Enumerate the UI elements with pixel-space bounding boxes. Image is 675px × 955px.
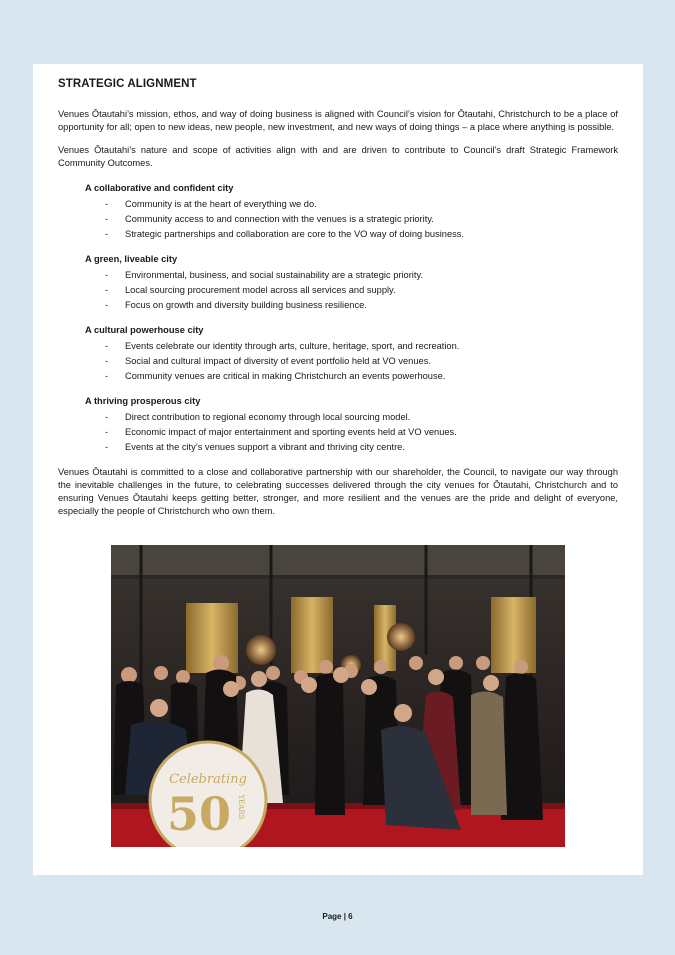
page-number: Page | 6 — [322, 912, 353, 921]
page-content — [58, 78, 618, 528]
bullet-list — [85, 339, 618, 384]
section-green — [85, 253, 618, 313]
sign-script: Celebrating — [169, 772, 247, 787]
group-photo — [111, 545, 565, 847]
section-thriving — [85, 395, 618, 455]
bullet-list — [85, 410, 618, 455]
document-page — [33, 64, 643, 875]
list-item: - Local sourcing procurement model across all services and supply. — [105, 285, 396, 295]
list-item: - Direct contribution to regional economy through local sourcing model. — [105, 412, 411, 422]
section-title: A cultural powerhouse city — [85, 325, 204, 335]
sign-number: 50 — [166, 787, 232, 841]
list-item: - Events at the city’s venues support a vibrant and thriving city centre. — [105, 442, 405, 452]
list-item: - Environmental, business, and social sustainability are a strategic priority. — [105, 270, 423, 280]
list-item: - Strategic partnerships and collaboration are core to the VO way of doing business. — [105, 229, 465, 239]
list-item: - Community venues are critical in making Christchurch an events powerhouse. — [105, 371, 446, 381]
list-item: - Community access to and connection with the venues is a strategic priority. — [105, 214, 434, 224]
section-title: A thriving prosperous city — [85, 396, 201, 406]
closing-paragraph: Venues Ōtautahi is committed to a close and collaborative partnership with our shareholder, the Council, to navigate our way through the inevitable challenges in the future, to celebrating successes delivered through the city venues for Ōtautahi, Christchurch and to ensuring Venues Ōtautahi keeps getting better, stronger, and more resilient and the venues are the pride and delight of everyone, especially the people of Christchurch who own them. — [58, 467, 618, 516]
bullet-list — [85, 268, 618, 313]
list-item: - Events celebrate our identity through arts, culture, heritage, sport, and recreation. — [105, 341, 460, 351]
section-cultural — [85, 324, 618, 384]
section-title: A green, liveable city — [85, 254, 178, 264]
section-title: A collaborative and confident city — [85, 183, 234, 193]
bullet-list — [85, 197, 618, 242]
intro-paragraph-2: Venues Ōtautahi’s nature and scope of activities align with and are driven to contribute to Council’s draft Strategic Framework Community Outcomes. — [58, 145, 618, 168]
page-heading: STRATEGIC ALIGNMENT — [58, 78, 197, 90]
list-item: - Social and cultural impact of diversity of event portfolio held at VO venues. — [105, 356, 431, 366]
intro-paragraph-1: Venues Ōtautahi’s mission, ethos, and way of doing business is aligned with Council’s vision for Ōtautahi, Christchurch to be a place of opportunity for all; open to new ideas, new people, new investment, and new ways of doing things – a place where anything is possible. — [58, 109, 618, 132]
list-item: - Economic impact of major entertainment and sporting events held at VO venues. — [105, 427, 457, 437]
list-item: - Community is at the heart of everything we do. — [105, 199, 317, 209]
sign-years: YEARS — [237, 794, 245, 820]
section-collaborative — [85, 182, 618, 242]
list-item: - Focus on growth and diversity building business resilience. — [105, 300, 367, 310]
